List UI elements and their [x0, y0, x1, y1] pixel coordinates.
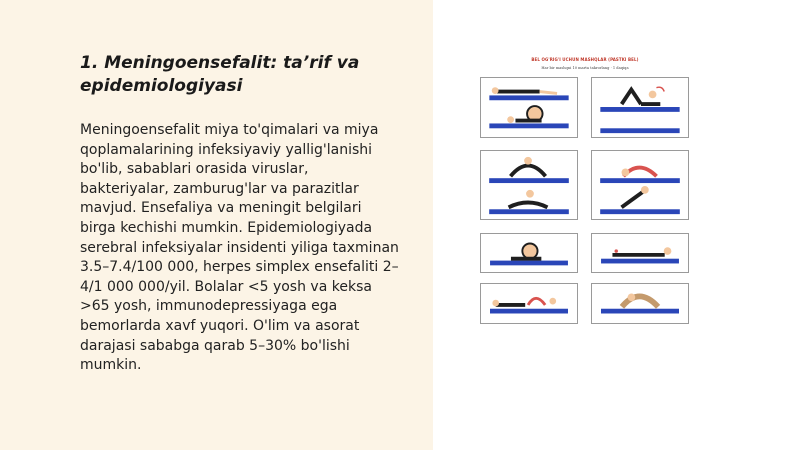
illustration-title: BEL OG'RIG'I UCHUN MASHQLAR (PASTKI BEL): [531, 57, 639, 62]
exercise-4-figure: [592, 151, 688, 219]
exercise-box-6: [591, 233, 689, 273]
exercise-box-4: [591, 150, 689, 220]
exercise-box-8: [591, 283, 689, 324]
exercise-box-5: [480, 233, 578, 273]
exercise-7-figure: [481, 284, 577, 323]
exercise-5-figure: [481, 234, 577, 272]
exercise-8-figure: [592, 284, 688, 323]
exercise-2-figure: [592, 78, 688, 137]
exercise-box-3: [480, 150, 578, 220]
slide-body-text: Meningoensefalit miya to'qimalari va miya qoplamalarining infeksiyaviy yallig'lanishi bo'lib, sabablari orasida viruslar, bakteriyalar, zamburug'lar va parazitlar mavjud. Ensefaliya va meningit belgilari birga kechishi mumkin. Epidemiologiyada serebral infeksiyalar insidenti yiliga taxminan 3.5–7.4/100 000, herpes simplex ensefaliti 2–4/1 000 000/yil. Bolalar <5 yosh va keksa >65 yosh, immunodepressiyaga ega bemorlarda xavf yuqori. O'lim va asorat darajasi sababga qarab 5–30% bo'lishi mumkin.: [80, 122, 399, 374]
exercise-box-7: [480, 283, 578, 324]
exercise-box-1: [480, 77, 578, 138]
exercise-illustration: [475, 50, 695, 335]
exercise-3-figure: [481, 151, 577, 219]
exercise-1-figure: [481, 78, 577, 137]
illustration-subtitle: Har bir mashqni 10 marta takrorlang · 1 daqiqa: [541, 66, 629, 70]
slide-title: 1. Meningoensefalit: ta’rif va epidemiologiyasi: [80, 53, 360, 96]
exercise-6-figure: [592, 234, 688, 272]
exercise-box-2: [591, 77, 689, 138]
